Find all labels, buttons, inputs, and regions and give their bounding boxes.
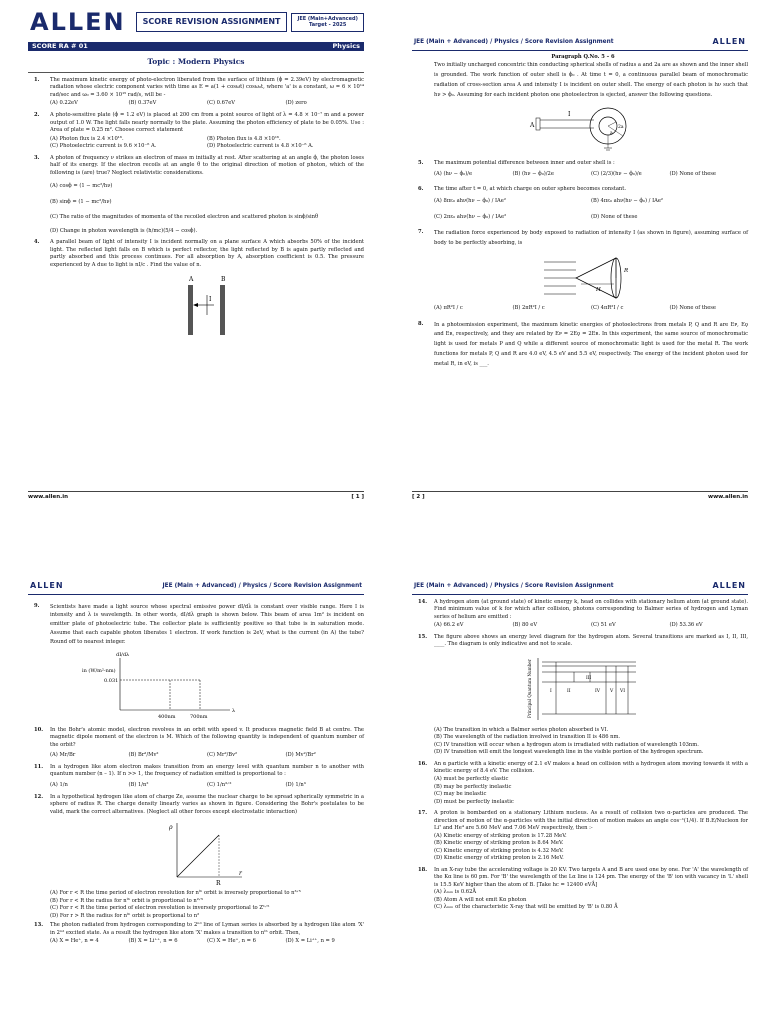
option-a: (A) 66.2 eV	[434, 622, 464, 629]
page-4-content	[392, 599, 768, 912]
y-axis-label: Principal Quantum Number	[527, 658, 532, 718]
option-c: (C) The ratio of the magnitudes of momenta of the recoiled electron and scattered photon is sinϕ/sinθ	[50, 214, 319, 221]
option-a: (A) λₘᵢₙ is 0.62Å	[434, 889, 477, 896]
question-number: 15.	[418, 633, 428, 640]
question-5	[418, 160, 748, 179]
question-10	[34, 727, 364, 760]
option-a: (A) For r < R the time period of electron revolution for nᵗʰ orbit is inversely proportional to n³ᐟ⁵	[50, 890, 301, 897]
plates-figure	[162, 273, 252, 337]
option-d: (D) For r > R the radius for nᵗʰ orbit is proportional to n²	[50, 912, 200, 919]
intensity-label: I	[209, 295, 212, 303]
option-c: (C) 2πε₀ ahν(hν − ϕ₀) / IAe²	[434, 213, 507, 220]
y-axis-label: dI/dλ	[116, 651, 130, 658]
rho-label: ρ	[169, 824, 173, 832]
question-number: 6.	[418, 185, 424, 192]
option-d: (D) X = Li⁺⁺, n = 9	[285, 938, 335, 945]
radius-a-label: a	[610, 130, 613, 136]
score-revision-box: SCORE REVISION ASSIGNMENT	[136, 12, 288, 32]
footer-url: www.allen.in	[28, 494, 68, 501]
question-text: The maximum kinetic energy of photo-electron liberated from the surface of lithium (ϕ = 2.39eV) by electromagnetic radiation whose electric component varies with time as E = a(1 + cosωt) cosω₀t, where 'a' is a constant, ω = 6 × 10¹⁴ rad/sec and ω₀ = 3.60 × 10¹⁵ rad/s, will be -	[50, 76, 364, 98]
question-number: 5.	[418, 159, 424, 166]
intensity-label: I	[568, 110, 571, 118]
option-d: (D) zero	[285, 100, 307, 107]
question-number: 10.	[34, 726, 44, 733]
question-1	[34, 77, 364, 108]
y-axis-unit: in (W/m²-nm)	[82, 667, 116, 674]
question-17	[418, 810, 748, 863]
option-c: (C) Photoelectric current is 9.6 ×10⁻⁶ A.	[50, 143, 157, 150]
option-b: (B) X = Li⁺⁺, n = 6	[128, 938, 178, 945]
option-c: (C) X = He⁺, n = 6	[207, 938, 256, 945]
arrow-head-icon	[193, 303, 198, 307]
transition-I: I	[550, 688, 552, 694]
question-9	[34, 603, 364, 723]
question-number: 12.	[34, 793, 44, 800]
option-b: (B) The wavelength of the radiation involved in transition II is 486 nm.	[434, 734, 621, 741]
radius-label: R	[624, 268, 629, 275]
option-a: (A) must be perfectly elastic	[434, 775, 509, 782]
option-c: (C) Kinetic energy of striking proton is 4.32 MeV.	[434, 847, 564, 854]
question-text: In the Bohr's atomic model, electron revolves in an orbit with speed v. It produces magnetic field B at centre. The magnetic dipole moment of the electron is M. Which of the following quantity is independent of quantum number of the orbit?	[50, 726, 364, 748]
header-title: JEE (Main + Advanced) / Physics / Score Revision Assignment	[414, 582, 614, 589]
transition-VI: VI	[620, 688, 626, 694]
score-ra-number: SCORE RA # 01	[32, 41, 88, 50]
option-b: (B) 4πε₀ ahν(hν − ϕ₀) / IAe²	[591, 198, 664, 205]
option-c: (C) Mr²/Bv²	[207, 752, 238, 759]
question-text: A photon of frequency ν strikes an electron of mass m initially at rest. After scattering at an angle ϕ, the photon loses half of its energy. If the electron recoils at an angle θ to the original direction of motion of photon, which of the following is (are) true? Neglect relativistic considerations.	[50, 154, 364, 176]
option-c: (C) (2/3)(hν − ϕ₀)/e	[591, 171, 642, 178]
r-axis-label: r	[239, 870, 242, 878]
jee-target-box	[291, 13, 363, 32]
plate-b-label: B	[221, 275, 226, 283]
question-number: 7.	[418, 229, 424, 236]
plate-b	[220, 285, 225, 335]
height-label: H	[596, 287, 601, 294]
option-c: (C) may be inelastic	[434, 791, 487, 798]
question-text: The time after t = 0, at which charge on outer sphere becomes constant.	[434, 185, 627, 192]
question-15	[418, 634, 748, 757]
topic-title: Topic : Modern Physics	[147, 57, 245, 66]
spectral-graph	[80, 650, 240, 720]
option-c: (C) 4πR²I / c	[591, 305, 624, 312]
question-text: The radiation force experienced by body exposed to radiation of intensity I (as shown in figure), assuming surface of body to be perfectly absorbing, is	[434, 230, 748, 247]
question-text: In an X-ray tube the accelerating voltage is 20 KV. Two targets A and B are used one by one. For 'A' the wavelength of the Kα line is 60 pm. For 'B' the wavelength of the Lα line is 124 pm. The energy of the 'B' ion with vacancy in 'L' shell is 15.5 KeV higher than the atom of B. [Take hc = 12400 eVÅ]	[434, 866, 748, 888]
option-c: (C) 1/n³ᐟ²	[207, 782, 232, 788]
energy-level-diagram	[516, 652, 666, 724]
option-a: (A) The transition in which a Balmer series photon absorbed is VI.	[434, 726, 609, 733]
option-b: (B) (hν − ϕ₀)/2e	[512, 171, 554, 178]
transition-IV: IV	[595, 688, 601, 694]
option-b: (B) Atom A will not emit Kα photon	[434, 896, 527, 903]
topic-divider	[28, 72, 364, 73]
option-d: (D) Photoelectric current is 4.8 ×10⁻⁶ A.	[207, 143, 314, 150]
x-axis-label: λ	[232, 707, 236, 714]
header-title: JEE (Main + Advanced) / Physics / Score Revision Assignment	[162, 582, 362, 589]
question-number: 2.	[34, 112, 40, 118]
page-1-footer	[28, 491, 364, 502]
footer-url: www.allen.in	[708, 494, 748, 501]
page-1	[8, 6, 384, 510]
R-label: R	[216, 880, 221, 888]
option-b: (B) Br²/Mv²	[128, 752, 159, 759]
question-text: In a photoemission experiment, the maximum kinetic energies of photoelectrons from metals P, Q and R are Eᴘ, Eǫ and Eʀ, respectively, and they are related by Eᴘ = 2Eǫ = 2Eʀ. In this experiment, the same source of monochromatic light is used for metals P and Q while a different source of monochromatic light is used for the metal R. The work functions for metals P, Q and R are 4.0 eV, 4.5 eV and 5.5 eV, respectively. The energy of the incident photon used for metal R, in eV, is ___.	[434, 321, 748, 368]
cone-figure	[536, 252, 646, 302]
option-a: (A) 8πε₀ ahν(hν − ϕ₀) / IAe²	[434, 198, 506, 205]
question-number: 1.	[34, 76, 40, 83]
option-b: (B) sinϕ = (1 − mc²/hν)	[50, 198, 112, 205]
question-14	[418, 599, 748, 630]
option-a: (A) X = He⁺, n = 4	[50, 938, 99, 945]
question-text: A photo-sensitive plate (ϕ = 1.2 eV) is placed at 200 cm from a point source of light of λ = 4.8 × 10⁻⁷ m and a power output of 1.0 W. The light falls nearly normally to the plate. Assuming the photon efficiency of plate to be 0.05%. Use : Area of plate = 0.25 m². Choose correct statement	[50, 112, 364, 134]
question-text: An α particle with a kinetic energy of 2.1 eV makes a head on collision with a hydrogen atom moving towards it with a kinetic energy of 8.4 eV. The collision.	[434, 760, 748, 775]
transition-II: II	[567, 688, 571, 694]
question-4	[34, 239, 364, 339]
x-tick-700: 700nm	[190, 713, 208, 720]
option-c: (C) IV transition will occur when a hydrogen atom is irradiated with radiation of wavelength 103nm.	[434, 741, 699, 748]
option-b: (B) For r < R the radius for nᵗʰ orbit is proportional to n²ᐟ⁵	[50, 897, 204, 904]
question-7	[418, 229, 748, 312]
option-d: (D) None of these	[669, 171, 716, 178]
shells-figure	[528, 104, 638, 156]
question-number: 18.	[418, 866, 428, 873]
paragraph-heading: Paragraph Q.No. 5 – 6	[551, 53, 615, 60]
option-a: (A) Mr/Br	[50, 752, 76, 759]
option-d: (D) 1/n³	[285, 782, 306, 788]
question-number: 4.	[34, 239, 40, 246]
question-text: A proton is bombarded on a stationary Lithium nucleus. As a result of collision two α-particles are produced. The direction of motion of the α-particles with the initial direction of motion makes an angle cos⁻¹(1/4). If B.E/Nucleon for Li⁷ and He⁴ are 5.60 MeV and 7.06 MeV respectively, then :-	[434, 810, 748, 832]
option-b: (B) Photon flux is 4.8 ×10¹⁶.	[207, 135, 281, 142]
option-d: (D) Mv²/Br²	[285, 752, 316, 759]
option-a: (A) Photon flux is 2.4 ×10¹⁶.	[50, 135, 124, 142]
question-3	[34, 155, 364, 236]
question-2	[34, 112, 364, 151]
page-3	[8, 516, 384, 1020]
option-d: (D) None of these	[591, 213, 638, 220]
option-b: (B) Kinetic energy of striking proton is 8.64 MeV.	[434, 840, 564, 847]
page-number: [ 2 ]	[412, 494, 425, 501]
question-number: 8.	[418, 320, 424, 327]
page-4-header	[392, 516, 768, 592]
plate-a	[188, 285, 193, 335]
option-d: (D) 53.36 eV	[669, 622, 703, 629]
option-d: (D) must be perfectly inelastic	[434, 798, 514, 805]
question-number: 11.	[34, 763, 44, 770]
option-d: (D) Change in photon wavelength is (h/mc)(5/4 − cosϕ).	[50, 227, 198, 234]
jee-box-line-1: JEE (Main+Advanced)	[297, 15, 358, 22]
page-1-content	[8, 77, 384, 340]
page-4	[392, 516, 768, 1020]
question-18	[418, 867, 748, 912]
allen-logo: ALLEN	[712, 581, 746, 590]
charge-density-graph	[167, 819, 247, 887]
question-number: 16.	[418, 760, 428, 767]
question-number: 14.	[418, 598, 428, 605]
option-a: (A) Kinetic energy of striking proton is 17.28 MeV.	[434, 832, 567, 839]
question-text: Scientists have made a light source whose spectral emissive power dI/dλ is constant over visible range. Here I is intensity and λ is wavelength. In other words, dI/dλ graph is shown below. This beam of area 1m² is incident on emitter plate of photoelectric tube. The collector plate is sufficiently positive so that tube is in saturation mode. Assume that each capable photon liberates 1 electron. If work function is 2eV, what is the current (in A) the tube? Round off to nearest integer.	[50, 603, 364, 645]
question-text: In a hypothetical hydrogen like atom of charge Ze, assume the nuclear charge to be spread spherically symmetric in a sphere of radius R. The charge density linearly varies as shown in figure. Considering the Bohr's postulates to be valid, mark the correct alternatives. (Neglect all other forces except electrostatic interaction)	[50, 793, 364, 815]
question-16	[418, 761, 748, 806]
allen-logo: ALLEN	[30, 581, 64, 590]
option-b: (B) 80 eV	[512, 622, 538, 629]
option-a: (A) 0.22eV	[50, 100, 78, 107]
subject-bar	[28, 42, 364, 51]
plate-a-label: A	[189, 275, 194, 283]
page-2-header	[392, 6, 768, 48]
question-text: In a hydrogen like atom electron makes transition from an energy level with quantum number n to another with quantum number (n – 1). If n >> 1, the frequency of radiation emitted is proportional to :	[50, 763, 364, 778]
option-a: (A) 1/n	[50, 782, 68, 788]
option-c: (C) λₘᵢₙ of the characteristic X-ray that will be emitted by 'B' is 0.80 Å	[434, 904, 618, 911]
question-text: A hydrogen atom (at ground state) of kinetic energy k, head on collides with stationary helium atom (at ground state). Find minimum value of k for which after collision, photons corresponding to Balmer series of hydrogen and Lyman series of helium are emitted :	[434, 598, 748, 620]
question-text: The figure above shows an energy level diagram for the hydrogen atom. Several transitions are marked as I, II, III, ____. The diagram is only indicative and not to scale.	[434, 633, 748, 648]
question-number: 3.	[34, 154, 40, 161]
option-d: (D) Kinetic energy of striking proton is 2.16 MeV.	[434, 855, 564, 862]
subject-name: Physics	[332, 41, 360, 50]
option-b: (B) may be perfectly inelastic	[434, 783, 512, 790]
option-c: (C) For r < R the time period of electron revolution is inversely proportional to Z¹ᐟ⁵	[50, 905, 270, 912]
radius-2a-label: 2a	[618, 124, 624, 130]
question-text: A parallel beam of light of intensity I is incident normally on a plane surface A which absorbs 50% of the incident light. The reflected light falls on B which is perfect reflector, the light reflected by B is again partly reflected and partly absorbed and this process continues. For all absorption by A, absorption coefficient is 0.5. The pressure experienced by A due to light is nI/c . Find the value of n.	[50, 239, 364, 268]
x-tick-400: 400nm	[158, 713, 176, 720]
option-b: (B) 0.37eV	[128, 100, 157, 107]
page-2	[392, 6, 768, 510]
page-1-header	[8, 6, 384, 38]
question-text: The photon radiated from hydrogen corresponding to 2ⁿᵈ line of Lyman series is absorbed by a hydrogen like atom 'X' in 2ⁿᵈ excited state. As a result the hydrogen like atom 'X' makes a transition to nᵗʰ orbit. Then,	[50, 922, 364, 936]
question-12	[34, 794, 364, 921]
transition-III: III	[586, 675, 592, 681]
page-2-content	[392, 54, 768, 370]
question-8	[418, 321, 748, 370]
question-11	[34, 764, 364, 790]
area-label: A	[530, 121, 535, 129]
page-2-footer	[412, 491, 748, 502]
page-number: [ 1 ]	[351, 494, 364, 501]
option-d: (D) None of these	[669, 305, 716, 312]
question-number: 9.	[34, 602, 40, 609]
option-c: (C) 51 eV	[591, 622, 616, 629]
option-a: (A) cosϕ = (1 − mc²/hν)	[50, 183, 113, 190]
option-a: (A) (hν − ϕ₀)/e	[434, 171, 473, 178]
option-b: (B) 1/n²	[128, 782, 149, 788]
question-number: 13.	[34, 922, 44, 929]
paragraph-text: Two initially uncharged concentric thin conducting spherical shells of radius a and 2a are as shown and the inner shell is grounded. The work function of outer shell is ϕ₀ . At time t = 0, a continuous parallel beam of monochromatic radiation of cross-section area A and intensity I is incident on outer shell. The energy of each photon is hν such that hν > ϕ₀. Assuming for each incident photon one photoelectron is ejected, answer the following questions.	[434, 62, 748, 98]
question-13	[34, 922, 364, 946]
header-title: JEE (Main + Advanced) / Physics / Score Revision Assignment	[414, 38, 614, 45]
allen-logo: ALLEN	[712, 37, 746, 46]
option-c: (C) 0.67eV	[207, 100, 236, 107]
option-d: (D) IV transition will emit the longest wavelength line in the visible portion of the hydrogen spectrum.	[434, 749, 704, 756]
jee-box-line-2: Target - 2025	[308, 22, 347, 28]
option-a: (A) πR²I / c	[434, 305, 463, 312]
page-3-content	[8, 603, 384, 946]
allen-logo: ALLEN	[30, 7, 126, 36]
transition-V: V	[610, 688, 614, 694]
question-text: The maximum potential difference between inner and outer shell is :	[434, 159, 615, 166]
page-3-header	[8, 516, 384, 592]
question-number: 17.	[418, 810, 428, 817]
question-6	[418, 186, 748, 222]
option-b: (B) 2πR²I / c	[512, 305, 545, 312]
y-value-label: 0.031	[104, 677, 119, 684]
